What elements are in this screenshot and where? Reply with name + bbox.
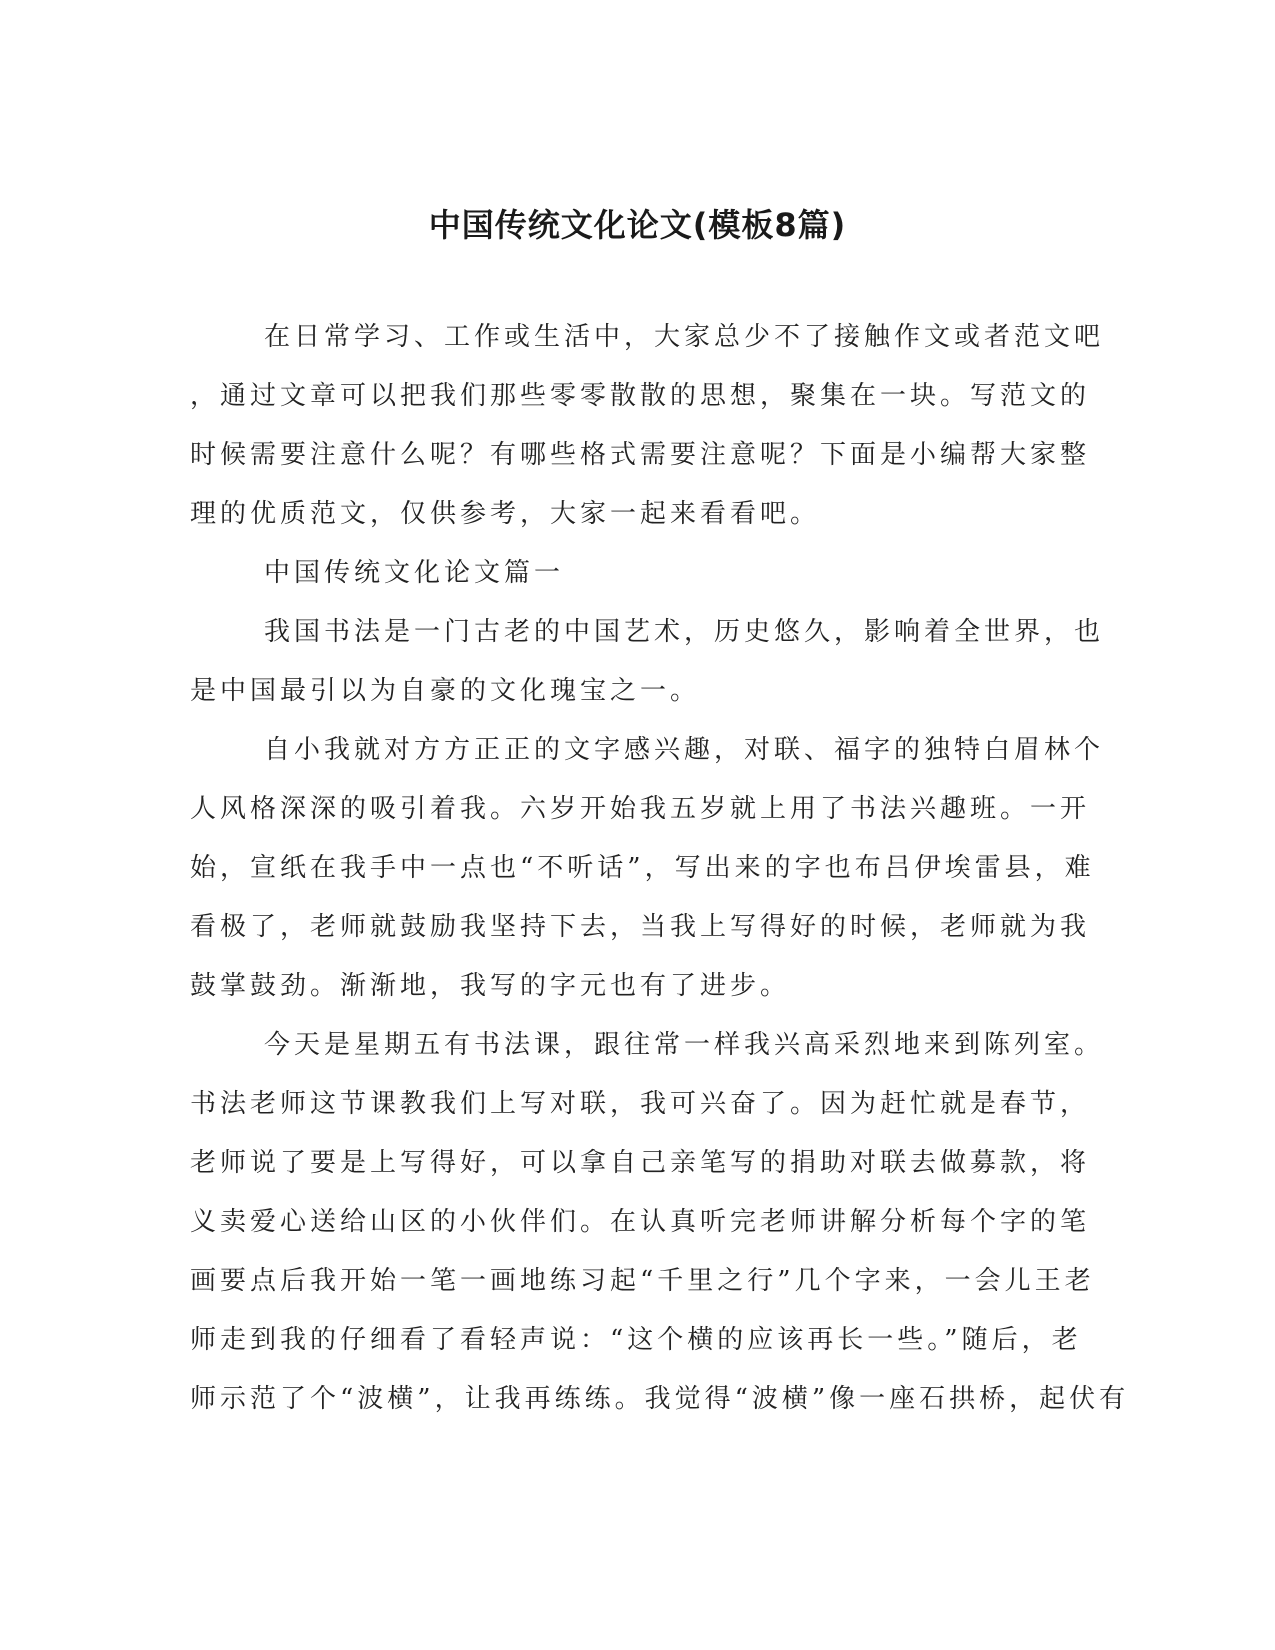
paragraph-line: 义卖爱心送给山区的小伙伴们。在认真听完老师讲解分析每个字的笔: [190, 1207, 1091, 1237]
paragraph-line: 老师说了要是上写得好，可以拿自己亲笔写的捐助对联去做募款，将: [190, 1148, 1091, 1178]
paragraph-line: 书法老师这节课教我们上写对联，我可兴奋了。因为赶忙就是春节，: [190, 1089, 1091, 1119]
paragraph-line: 画要点后我开始一笔一画地练习起“千里之行”几个字来，一会儿王老: [190, 1266, 1095, 1296]
paragraph-line: 自小我就对方方正正的文字感兴趣，对联、福字的独特白眉林个: [264, 735, 1105, 765]
paragraph-line: 在日常学习、工作或生活中，大家总少不了接触作文或者范文吧: [264, 322, 1105, 352]
paragraph-line: 人风格深深的吸引着我。六岁开始我五岁就上用了书法兴趣班。一开: [190, 794, 1091, 824]
paragraph-line: 今天是星期五有书法课，跟往常一样我兴高采烈地来到陈列室。: [264, 1030, 1105, 1060]
paragraph-line: 始，宣纸在我手中一点也“不听话”，写出来的字也布吕伊埃雷县，难: [190, 853, 1095, 883]
paragraph-line: 师走到我的仔细看了看轻声说：“这个横的应该再长一些。”随后，老: [190, 1325, 1082, 1355]
paragraph-line: 看极了，老师就鼓励我坚持下去，当我上写得好的时候，老师就为我: [190, 912, 1091, 942]
paragraph-line: 是中国最引以为自豪的文化瑰宝之一。: [190, 676, 701, 706]
paragraph-line: ，通过文章可以把我们那些零零散散的思想，聚集在一块。写范文的: [190, 381, 1091, 411]
paragraph-line: 鼓掌鼓劲。渐渐地，我写的字元也有了进步。: [190, 971, 791, 1001]
paragraph-line: 师示范了个“波横”，让我再练练。我觉得“波横”像一座石拱桥，起伏有: [190, 1384, 1130, 1414]
paragraph-line: 我国书法是一门古老的中国艺术，历史悠久，影响着全世界，也: [264, 617, 1105, 647]
paragraph-line: 时候需要注意什么呢？有哪些格式需要注意呢？下面是小编帮大家整: [190, 440, 1091, 470]
paragraph-line: 理的优质范文，仅供参考，大家一起来看看吧。: [190, 499, 821, 529]
section-heading: 中国传统文化论文篇一: [264, 558, 565, 588]
document-title: 中国传统文化论文(模板8篇): [428, 206, 847, 244]
